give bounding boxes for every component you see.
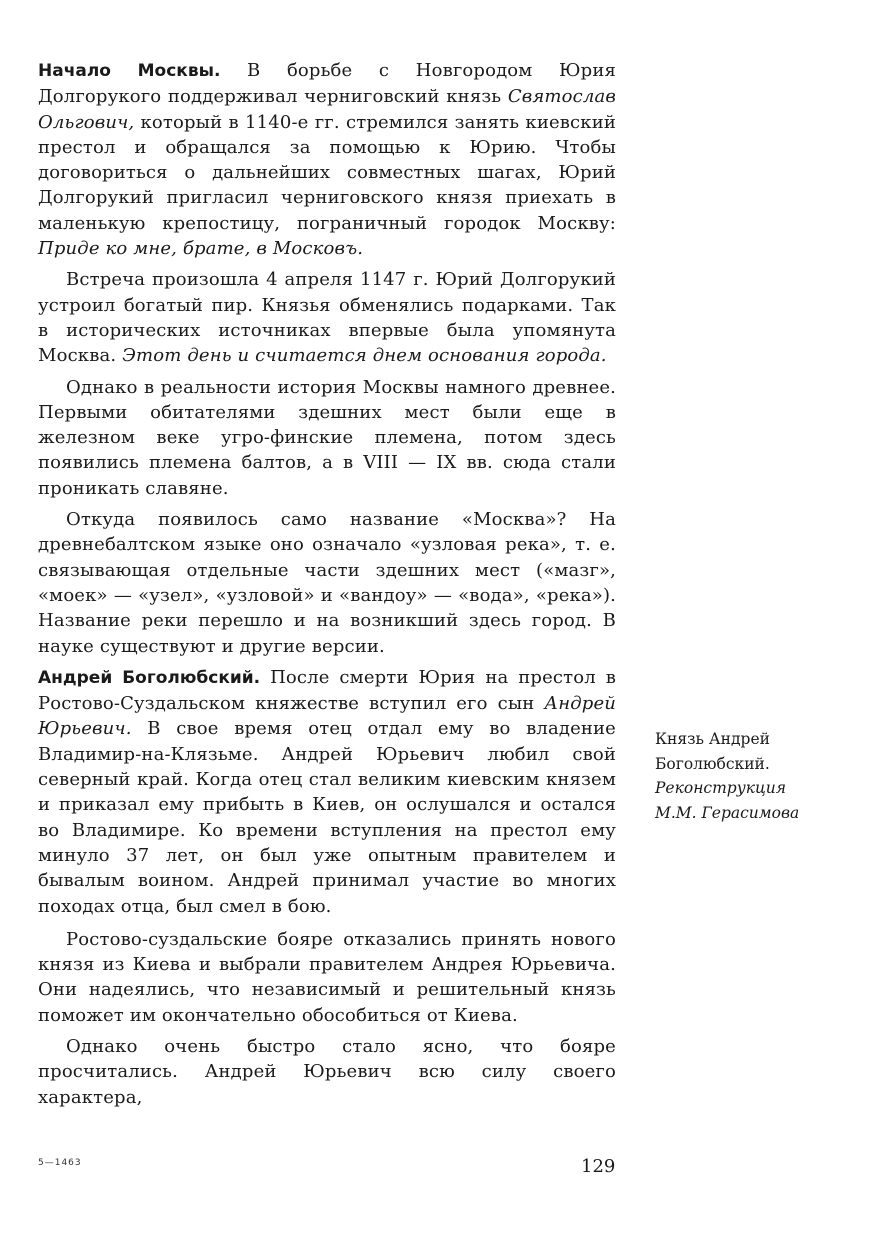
section-heading-moscow: Начало Москвы. [38, 61, 221, 81]
paragraph-ancient-history: Однако в реальности история Москвы намного древнее. Первыми обитателями здешних мест были еще в железном веке угро-финские племена, потом здесь появились племена балтов, а в VIII — IX вв. сюда стали проникать славяне. [38, 376, 616, 499]
page-number: 129 [581, 1156, 616, 1177]
paragraph-meeting [38, 267, 616, 368]
italic-emphasis: Этот день и считается днем основания города. [122, 345, 607, 367]
italic-name: Андрей Юрьевич. [38, 693, 616, 740]
figure-caption [655, 727, 845, 825]
paragraph-andrey-intro [38, 665, 616, 919]
caption-credit: Реконструкция [655, 779, 787, 797]
paragraph-text: Встреча произошла 4 апреля 1147 г. Юрий Долгорукий устроил богатый пир. Князья обменялись подарками. Так в исторических источниках впервые была упомянута Москва. [38, 269, 616, 367]
caption-credit-author: М.М. Герасимова [655, 803, 800, 822]
italic-quote: Приде ко мне, брате, в Московъ. [38, 238, 364, 260]
main-text-column [38, 58, 616, 1116]
paragraph-boyars: Ростово-суздальские бояре отказались принять нового князя из Киева и выбрали правителем Андрея Юрьевича. Они надеялись, что независимый и решительный князь поможет им окончательно обособиться от Киева. [38, 928, 616, 1026]
paragraph-miscalculation: Однако очень быстро стало ясно, что бояре просчитались. Андрей Юрьевич всю силу своего характера, [38, 1035, 616, 1108]
paragraph-text: После смерти Юрия на престол в Ростово-Суздальском княжестве вступил его сын [38, 666, 616, 715]
paragraph-text: который в 1140-е гг. стремился занять киевский престол и обращался за помощью к Юрию. Чтобы договориться о дальнейших совместных шагах, Юрий Долгорукий пригласил черниговского князя приехать в маленькую крепостицу, пограничный городок Москву: [38, 111, 616, 234]
caption-line: Князь Андрей [655, 730, 770, 748]
paragraph-name-origin: Откуда появилось само название «Москва»? На древнебалтском языке оно означало «узловая река», т. е. связывающая отдельные части здешних мест («мазг», «моек» — «узел», «узловой» и «вандоу» — «вода», «река»). Название реки перешло и на возникший здесь город. В науке существуют и другие версии. [38, 509, 616, 657]
paragraph-moscow-origin [38, 58, 616, 261]
caption-line: Боголюбский. [655, 754, 770, 773]
paragraph-text: В свое время отец отдал ему во владение Владимир-на-Клязьме. Андрей Юрьевич любил свой северный край. Когда отец стал великим киевским князем и приказал ему прибыть в Киев, он ослушался и остался во Владимире. Ко времени вступления на престол ему минуло 37 лет, он был уже опытным правителем и бывалым воином. Андрей принимал участие во многих походах отца, был смел в бою. [38, 718, 616, 917]
printer-signature: 5—1463 [38, 1158, 82, 1168]
italic-name: Святослав Ольгович, [38, 86, 616, 133]
paragraph-text: В борьбе с Новгородом Юрия Долгорукого поддерживал черниговский князь [38, 60, 616, 108]
section-heading-andrey: Андрей Боголюбский. [38, 667, 261, 688]
